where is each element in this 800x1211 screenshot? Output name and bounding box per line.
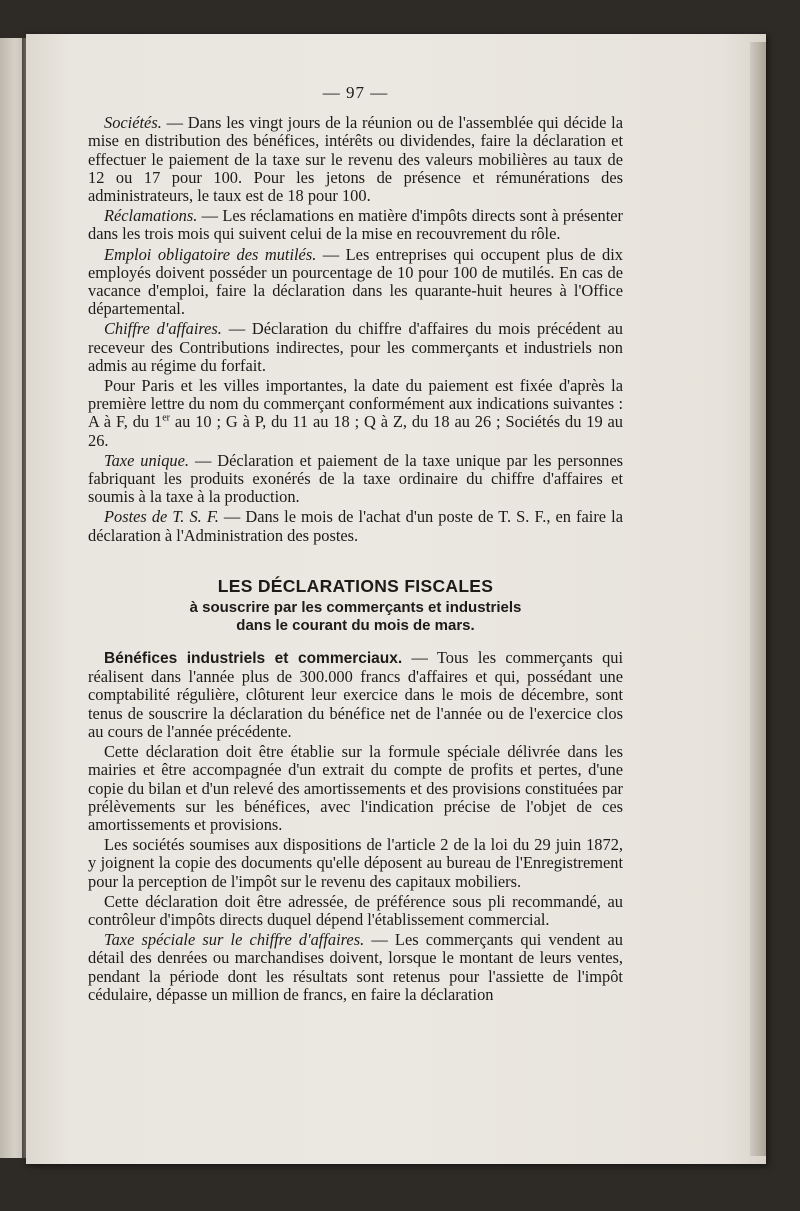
paragraph-adresse: Cette déclaration doit être adressée, de préférence sous pli recommandé, au contrôleur d'impôts directs duquel dépend l'établissement commercial. bbox=[88, 891, 623, 929]
paragraph-text: — Les commerçants qui vendent au détail des denrées ou marchandises doivent, lorsque le montant de leurs ventes, pendant la période dont les résultats sont retenus pour l'assiette de l'impôt cédulaire, dépasse un million de francs, en faire la déclaration bbox=[88, 930, 623, 1004]
paragraph-text: — Les entreprises qui occupent plus de dix employés doivent posséder un pourcentage de 10 pour 100 de mutilés. En cas de vacance d'emploi, faire la déclaration dans les quarante-huit heures à l'Office départemental. bbox=[88, 244, 624, 319]
paragraph-paris bbox=[88, 377, 623, 450]
section-title: LES DÉCLARATIONS FISCALES bbox=[217, 575, 494, 596]
section-subtitle-line-1: à souscrire par les commerçants et industriels bbox=[189, 599, 522, 617]
paragraph-societes-1872: Les sociétés soumises aux dispositions de l'article 2 de la loi du 29 juin 1872, y joignent la copie des documents qu'elle déposent au bureau de l'Enregistrement pour la perception de l'impôt sur le revenu des capitaux mobiliers. bbox=[88, 835, 623, 891]
paragraph-taxe-unique bbox=[88, 452, 623, 507]
paragraph-text: Pour Paris et les villes importantes, la date du paiement est fixée d'après la première lettre du nom du commerçant conformément aux indications suivantes : A à F, du 1 bbox=[88, 376, 623, 432]
paragraph-lead: Sociétés. bbox=[104, 113, 162, 133]
page-content bbox=[88, 84, 623, 1006]
paragraph-text: — Tous les commerçants qui réalisent dans l'année plus de 300.000 francs d'affaires et qui, possédant une comptabilité régulière, clôturent leur exercice dans le mois de décembre, sont tenus de souscrire la déclaration du bénéfice net de l'année ou de l'exercice clos au cours de l'année précédente. bbox=[88, 648, 624, 741]
paragraph-reclamations bbox=[88, 207, 623, 243]
paragraph-lead: Réclamations. bbox=[104, 206, 198, 226]
paragraph-text: — Dans le mois de l'achat d'un poste de T. S. F., en faire la déclaration à l'Administration des postes. bbox=[88, 507, 623, 545]
section-subtitle-line-2: dans le courant du mois de mars. bbox=[236, 617, 475, 635]
paragraph-text: au 10 ; G à P, du 11 au 18 ; Q à Z, du 18 au 26 ; Sociétés du 19 au 26. bbox=[88, 412, 624, 450]
section-subtitle bbox=[88, 599, 623, 635]
superscript: er bbox=[162, 412, 170, 424]
paragraph-lead: Chiffre d'affaires. bbox=[104, 319, 222, 339]
paragraph-benefices bbox=[88, 649, 623, 741]
page-stack-edge bbox=[750, 42, 766, 1156]
paragraph-lead: Bénéfices industriels et commerciaux. bbox=[104, 650, 403, 668]
paragraph-lead: Taxe spéciale sur le chiffre d'affaires. bbox=[104, 930, 365, 950]
paragraph-text: — Déclaration et paiement de la taxe unique par les personnes fabriquant les produits exonérés de la taxe ordinaire du chiffre d'affaires et soumis à la taxe à la production. bbox=[88, 450, 623, 507]
paragraph-formule: Cette déclaration doit être établie sur la formule spéciale délivrée dans les mairies et être accompagnée d'un extrait du compte de profits et pertes, d'une copie du bilan et d'un relevé des amortissements et des provisions constituées par prélèvements sur les bénéfices, avec l'indication précise de l'objet de ces amortissements et provisions. bbox=[88, 742, 623, 834]
paragraph-lead: Taxe unique. bbox=[104, 450, 190, 470]
paragraph-lead: Emploi obligatoire des mutilés. bbox=[104, 244, 317, 264]
page-number: — 97 — bbox=[322, 83, 389, 102]
paragraph-taxe-speciale bbox=[88, 931, 623, 1004]
paragraph-chiffre-affaires bbox=[88, 320, 623, 375]
paragraph-text: — Les réclamations en matière d'impôts directs sont à présenter dans les trois mois qui suivent celui de la mise en recouvrement du rôle. bbox=[88, 206, 623, 244]
paragraph-postes-tsf bbox=[88, 508, 623, 544]
paragraph-text: — Dans les vingt jours de la réunion ou de l'assemblée qui décide la mise en distribution des bénéfices, intérêts ou dividendes, faire la déclaration et effectuer le paiement de la taxe sur le revenu des valeurs mobilières au taux de 12 ou 17 pour 100. Pour les jetons de présence et rémunérations des administrateurs, le taux est de 18 pour 100. bbox=[88, 113, 623, 206]
paragraph-lead: Postes de T. S. F. bbox=[104, 507, 219, 527]
left-page-edge bbox=[0, 38, 24, 1158]
paragraph-text: — Déclaration du chiffre d'affaires du mois précédent au receveur des Contributions indirectes, pour les commerçants et industriels non admis au régime du forfait. bbox=[88, 319, 623, 375]
paragraph-emploi-mutiles bbox=[88, 246, 623, 319]
paragraph-societes bbox=[88, 114, 623, 205]
